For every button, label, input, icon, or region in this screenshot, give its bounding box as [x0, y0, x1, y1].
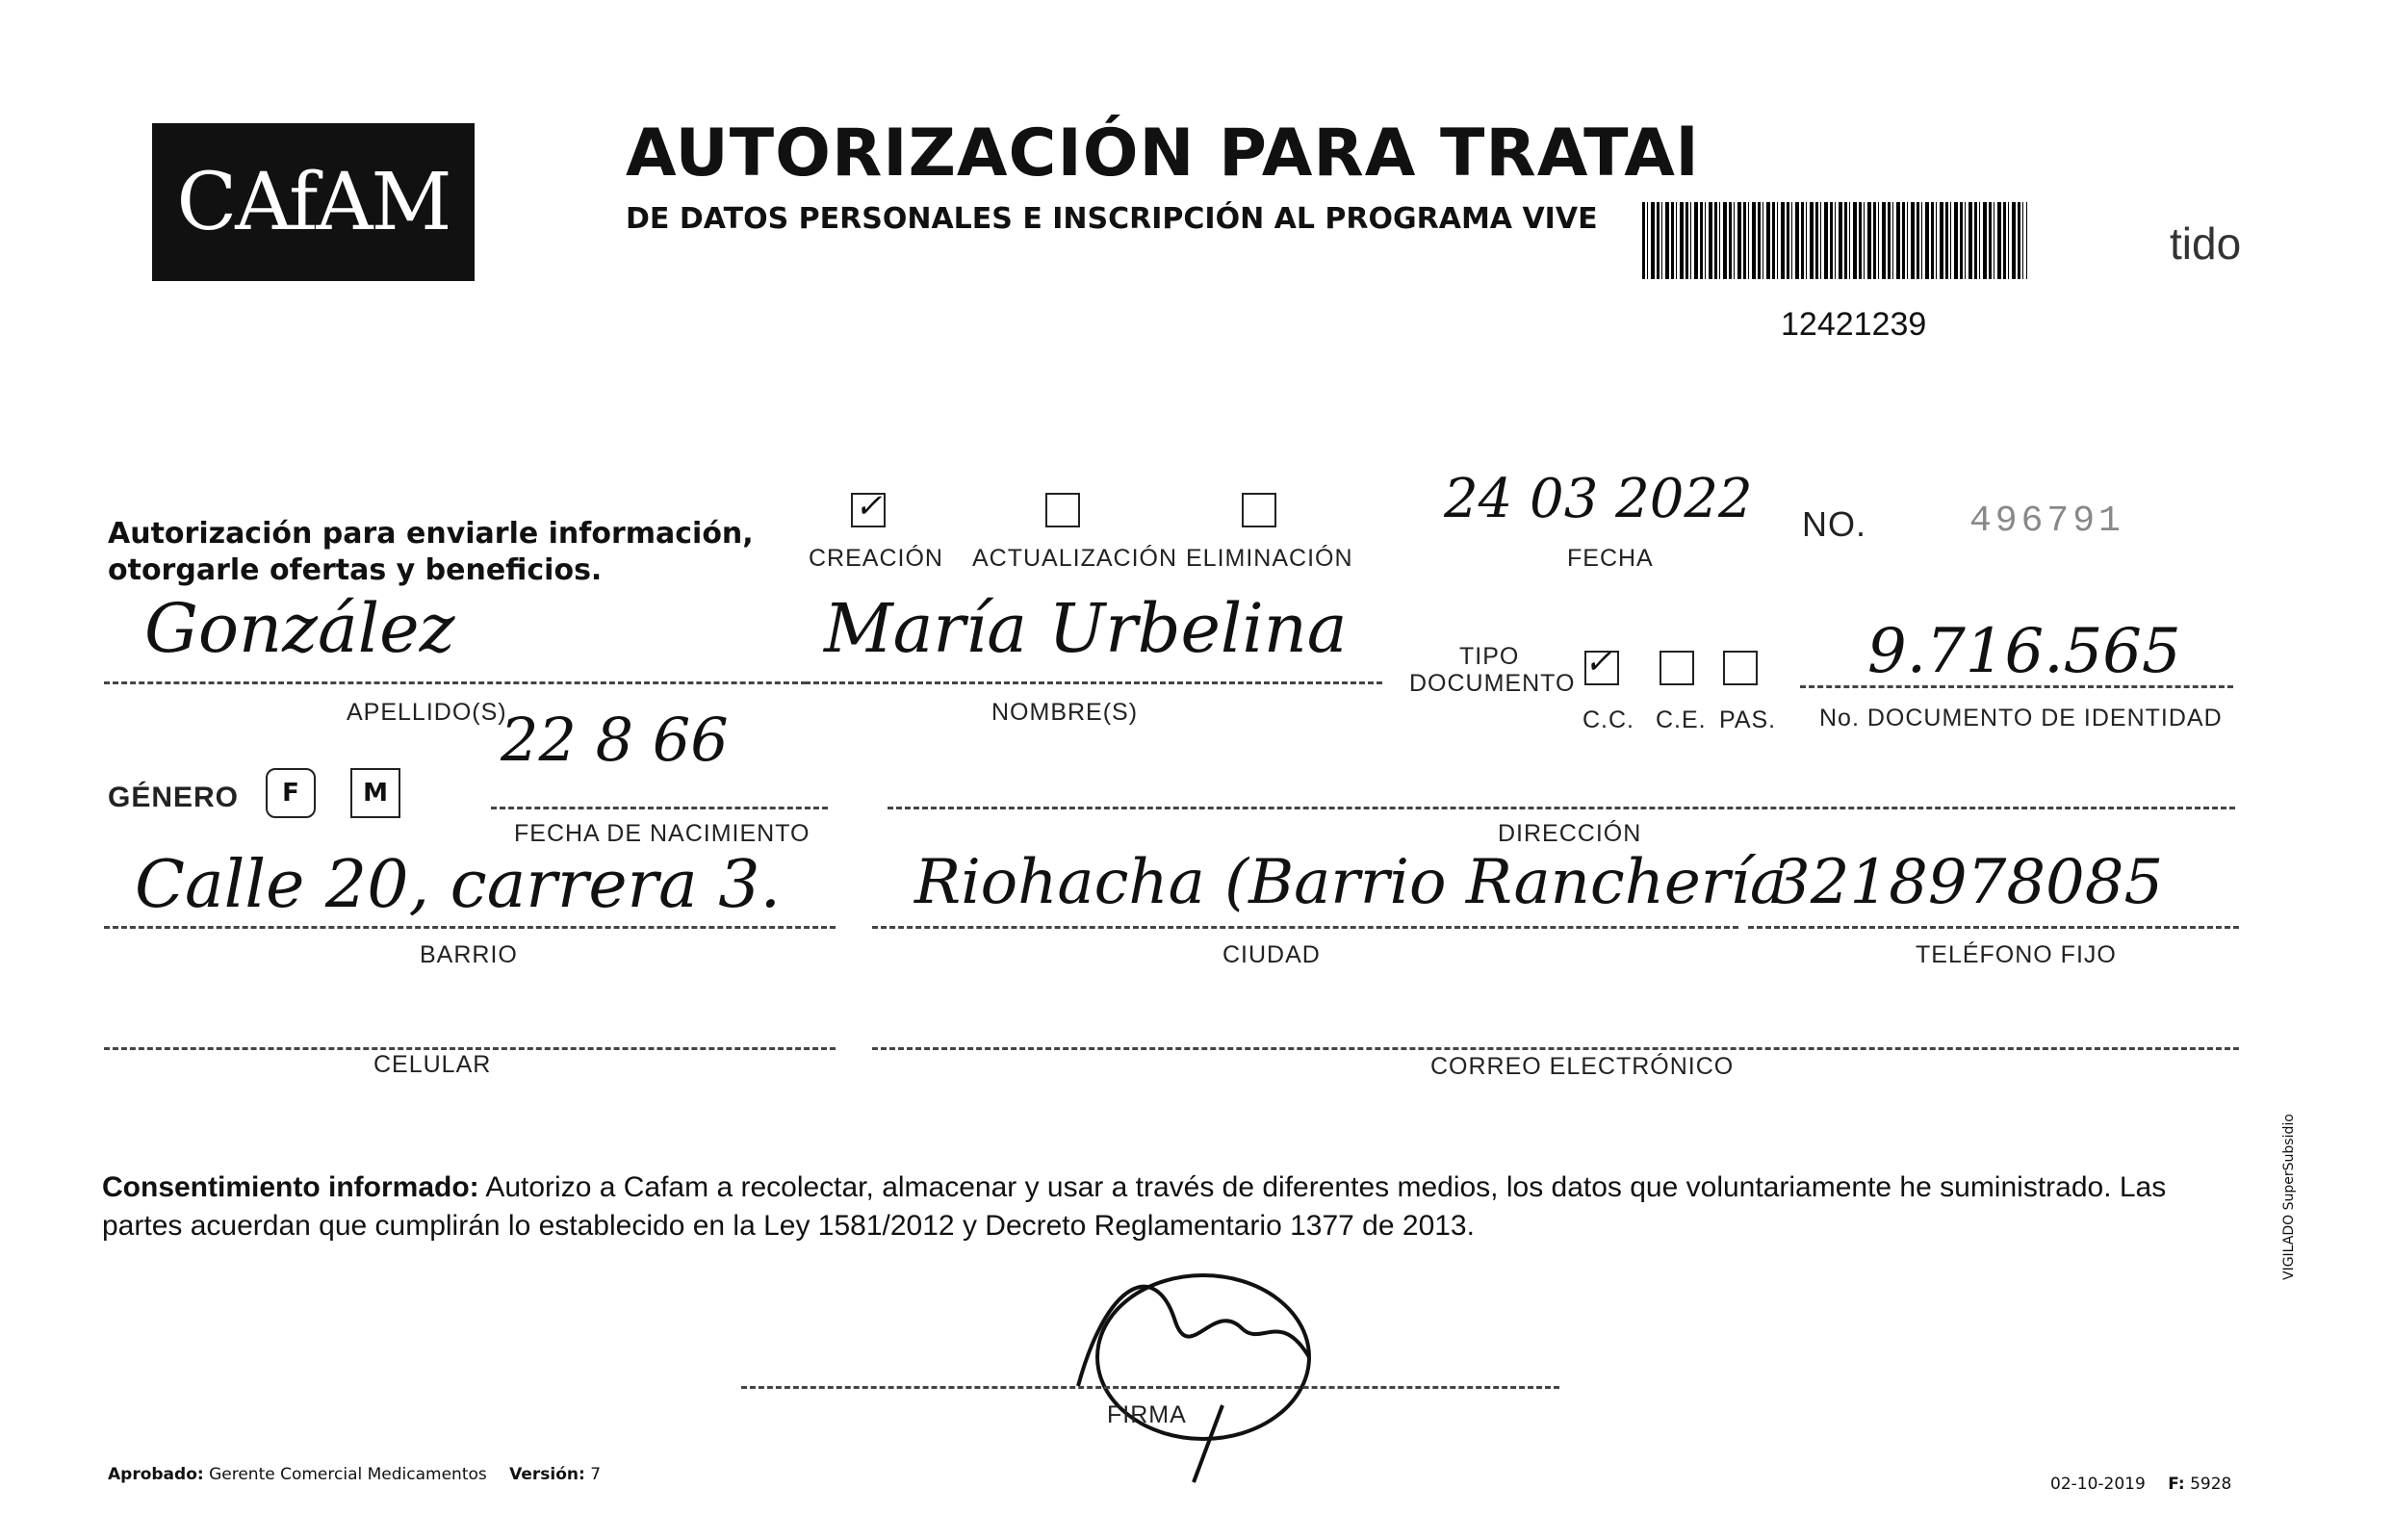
telefono-label: TELÉFONO FIJO: [1916, 941, 2117, 968]
nacimiento-field-line[interactable]: [491, 807, 828, 809]
consent-heading: Consentimiento informado:: [102, 1171, 479, 1203]
celular-label: CELULAR: [373, 1051, 492, 1078]
pas-label: PAS.: [1719, 706, 1777, 733]
signature-mark: [1020, 1242, 1386, 1492]
direccion-field-line[interactable]: [888, 807, 2235, 809]
creacion-label: CREACIÓN: [809, 545, 943, 572]
barrio-field-line[interactable]: [104, 926, 836, 929]
cc-mark-icon: ✓: [1584, 643, 1612, 681]
firma-field-line[interactable]: [741, 1386, 1559, 1389]
nombre-label: NOMBRE(S): [991, 699, 1139, 726]
cafam-logo: CAfAM: [152, 123, 475, 281]
documento-value: 9.716.565: [1867, 616, 2181, 687]
form-label: F:: [2168, 1475, 2185, 1494]
genero-m-letter: M: [363, 779, 388, 808]
version-value: 7: [590, 1465, 602, 1484]
actualizacion-label: ACTUALIZACIÓN: [972, 545, 1178, 572]
aprobado-label: Aprobado:: [108, 1465, 204, 1484]
genero-label: GÉNERO: [108, 782, 240, 813]
ciudad-field-line[interactable]: [872, 926, 1738, 929]
tipo-documento-label-1: TIPO: [1459, 643, 1520, 670]
tipo-documento-label-2: DOCUMENTO: [1409, 670, 1576, 697]
barrio-value: Calle 20, carrera 3.: [135, 847, 782, 923]
apellido-field-line[interactable]: [104, 681, 807, 684]
correo-field-line[interactable]: [872, 1047, 2239, 1050]
nacimiento-label: FECHA DE NACIMIENTO: [514, 820, 811, 847]
documento-label: No. DOCUMENTO DE IDENTIDAD: [1819, 705, 2223, 732]
consent-text: Autorizo a Cafam a recolectar, almacenar y usar a través de diferentes medios, los datos que voluntariamente he suministrado. Las partes acuerdan que cumplirán lo establecido en la Ley 1581/2012 y Decreto Reglamentario 1377 de 2013.: [102, 1171, 2167, 1242]
aprobado-value: Gerente Comercial Medicamentos: [209, 1465, 487, 1484]
nombre-value: María Urbelina: [824, 589, 1348, 668]
consent-paragraph: [102, 1168, 2249, 1245]
actualizacion-checkbox[interactable]: [1045, 493, 1080, 527]
nacimiento-value: 22 8 66: [501, 705, 729, 775]
direccion-label: DIRECCIÓN: [1498, 820, 1642, 847]
ce-checkbox[interactable]: [1660, 651, 1694, 685]
barcode: [1642, 202, 2027, 279]
form-title: AUTORIZACIÓN PARA TRATAl: [626, 116, 1700, 192]
tido-fragment: tido: [2170, 218, 2242, 269]
firma-label: FIRMA: [1107, 1401, 1187, 1428]
ciudad-value: Riohacha (Barrio Ranchería: [914, 847, 1787, 918]
nombre-field-line[interactable]: [805, 681, 1382, 684]
ciudad-label: CIUDAD: [1222, 941, 1321, 968]
numero-value: 496791: [1969, 500, 2124, 542]
apellido-value: González: [144, 589, 455, 668]
telefono-field-line[interactable]: [1748, 926, 2239, 929]
cc-label: C.C.: [1582, 706, 1634, 733]
eliminacion-label: ELIMINACIÓN: [1186, 545, 1353, 572]
fecha-value: 24 03 2022: [1444, 468, 1753, 530]
eliminacion-checkbox[interactable]: [1242, 493, 1276, 527]
intro-text: [108, 516, 754, 589]
creacion-checkbox[interactable]: [851, 487, 886, 527]
genero-f-option[interactable]: [266, 768, 316, 818]
genero-m-option[interactable]: [350, 768, 400, 818]
footer-date-form: [2050, 1475, 2231, 1494]
telefono-value: 3218978085: [1771, 847, 2164, 918]
pas-checkbox[interactable]: [1723, 651, 1758, 685]
form-value: 5928: [2190, 1475, 2232, 1494]
barrio-label: BARRIO: [420, 941, 518, 968]
correo-label: CORREO ELECTRÓNICO: [1430, 1053, 1735, 1080]
footer-date: 02-10-2019: [2050, 1475, 2146, 1494]
check-mark-icon: ✓: [855, 487, 883, 526]
ce-label: C.E.: [1656, 706, 1707, 733]
intro-line-2: otorgarle ofertas y beneficios.: [108, 553, 603, 587]
barcode-number: 12421239: [1781, 306, 1927, 343]
form-subtitle: DE DATOS PERSONALES E INSCRIPCIÓN AL PROGRAMA VIVE: [626, 202, 1598, 236]
genero-f-letter: F: [282, 779, 299, 808]
footer-approval: [108, 1465, 601, 1484]
intro-line-1: Autorización para enviarle información,: [108, 517, 754, 551]
apellido-label: APELLIDO(S): [347, 699, 507, 726]
numero-label: NO.: [1802, 504, 1867, 544]
fecha-label: FECHA: [1567, 545, 1654, 572]
cc-checkbox[interactable]: [1584, 643, 1619, 685]
vigilado-vertical-text: VIGILADO SuperSubsidio: [2281, 1114, 2297, 1280]
celular-field-line[interactable]: [104, 1047, 836, 1050]
documento-field-line[interactable]: [1800, 685, 2233, 688]
version-label: Versión:: [509, 1465, 585, 1484]
